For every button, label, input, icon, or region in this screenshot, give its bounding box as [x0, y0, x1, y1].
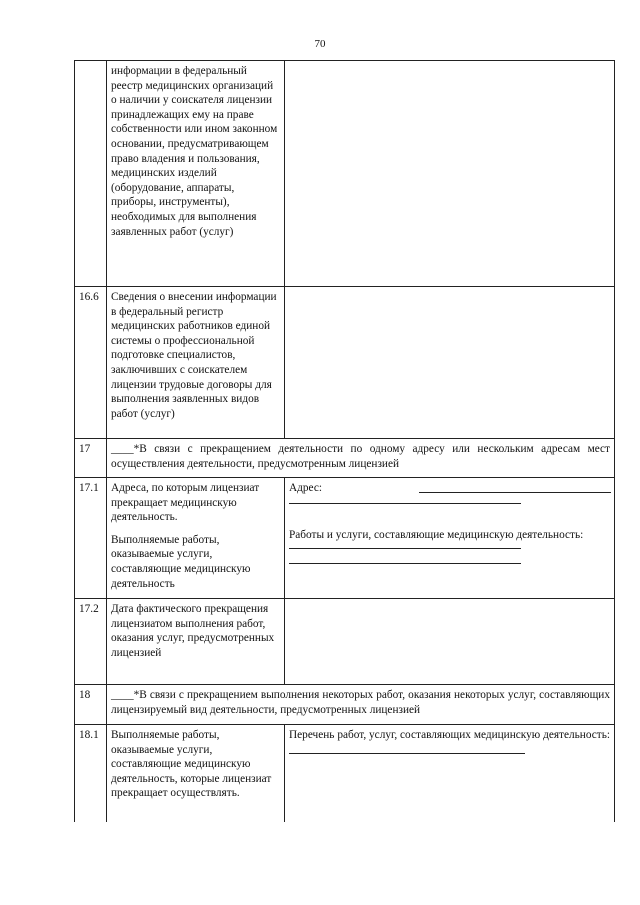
row-number-cell — [75, 61, 107, 287]
row-value-18-1 — [285, 725, 615, 822]
table-row-continued — [75, 61, 615, 287]
works-list-text: Перечень работ, услуг, составляющих медицинскую деятельность: — [289, 729, 610, 741]
works-services-label: Работы и услуги, составляющие медицинскую деятельность: — [289, 529, 584, 541]
row-number-17-1: 17.1 — [75, 478, 107, 599]
address-input-line-1[interactable] — [419, 481, 611, 493]
row-value-16-6[interactable] — [285, 287, 615, 439]
application-form-table — [74, 60, 615, 822]
checkbox-blank-18[interactable]: ____ — [111, 689, 134, 701]
table-row-18-1 — [75, 725, 615, 822]
row-value-17-2[interactable] — [285, 599, 615, 685]
row-label-17-1 — [107, 478, 285, 599]
page-number: 70 — [314, 38, 326, 50]
row-label-continued: информации в федеральный реестр медицинских организаций о наличии у соискателя лицензии принадлежащих ему на праве собственности или ином законном основании, предусматривающем право владения и пользования, медицинских изделий (оборудование, аппараты, приборы, инструменты), необходимых для выполнения заявленных работ (услуг) — [107, 61, 285, 287]
checkbox-blank-17[interactable]: ____ — [111, 443, 134, 455]
table-row-17 — [75, 439, 615, 478]
section-text-18: *В связи с прекращением выполнения некоторых работ, оказания некоторых услуг, составляющих лицензируемый вид деятельности, предусмотренных лицензией — [111, 689, 610, 716]
works-input-line-2[interactable] — [289, 549, 521, 564]
address-label: Адрес: — [289, 482, 323, 494]
row-value-continued[interactable] — [285, 61, 615, 287]
row-number-18-1: 18.1 — [75, 725, 107, 822]
works-list-label — [289, 728, 610, 758]
row-label-16-6: Сведения о внесении информации в федеральный регистр медицинских работников единой системы о профессиональной подготовке специалистов, заключивших с соискателем лицензии трудовые договоры для выполнения заявленных видов работ (услуг) — [107, 287, 285, 439]
address-input-line-2[interactable] — [289, 495, 521, 504]
section-heading-18 — [107, 685, 615, 725]
row-number-16-6: 16.6 — [75, 287, 107, 439]
row-value-17-1 — [285, 478, 615, 599]
label-works-services: Выполняемые работы, оказываемые услуги, составляющие медицинскую деятельность — [111, 533, 251, 590]
section-heading-17 — [107, 439, 615, 478]
row-label-17-2: Дата фактического прекращения лицензиатом выполнения работ, оказания услуг, предусмотренных лицензией — [107, 599, 285, 685]
works-list-input-line[interactable] — [289, 743, 525, 754]
row-number-17: 17 — [75, 439, 107, 478]
table-row-17-2 — [75, 599, 615, 685]
table-row-17-1 — [75, 478, 615, 599]
row-number-17-2: 17.2 — [75, 599, 107, 685]
row-label-18-1: Выполняемые работы, оказываемые услуги, составляющие медицинскую деятельность, которые лицензиат прекращает осуществлять. — [107, 725, 285, 822]
section-text-17: *В связи с прекращением деятельности по одному адресу или нескольким адресам мест осуществления деятельности, предусмотренным лицензией — [111, 443, 610, 470]
label-addresses: Адреса, по которым лицензиат прекращает медицинскую деятельность. — [111, 482, 260, 524]
table-row-16-6 — [75, 287, 615, 439]
row-number-18: 18 — [75, 685, 107, 725]
table-row-18 — [75, 685, 615, 725]
